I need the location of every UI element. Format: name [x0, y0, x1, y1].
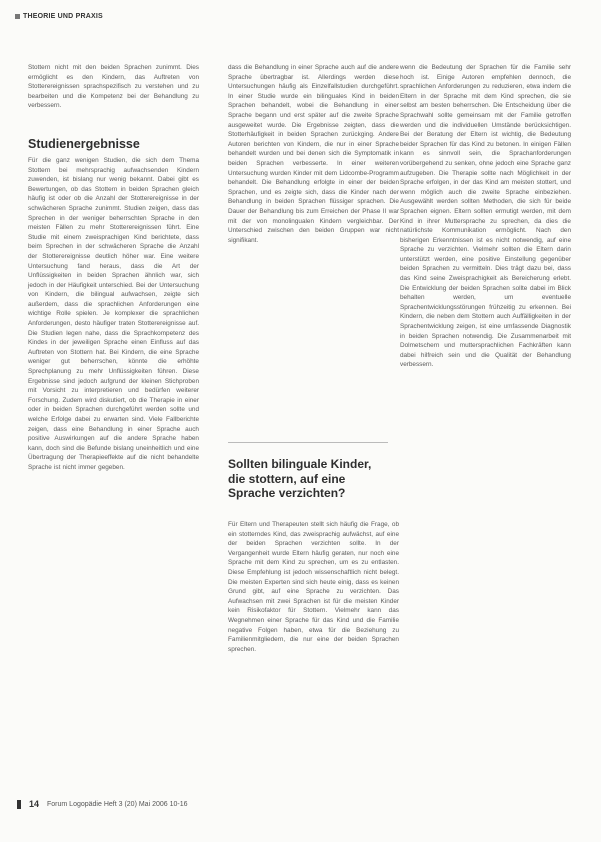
- page-footer: [17, 799, 188, 809]
- column-3: [400, 63, 571, 370]
- section-header: [15, 13, 103, 20]
- studies-paragraph: Für die ganz wenigen Studien, die sich dem Thema Stottern bei mehrsprachig aufwachsenden Kindern zuwenden, ist bislang nur wenig bekannt. Dabei gibt es Bewertungen, ob das Stottern in beiden Sprachen gleich häufig ist oder ob die Anzahl der Stotterereignisse in der schwächeren Sprache zunimmt. Studien zeigen, dass das Sprechen in der weniger beherrschten Sprache in den meisten Fällen zu mehr Stotterereignissen führt. Eine Studie mit einem zweisprachigen Kind berichtete, dass beim Sprechen in der schwächeren Sprache die Anzahl der Stotterereignisse deutlich höher war. Eine weitere Untersuchung fand heraus, dass die Art der Unflüssigkeiten in beiden Sprachen ähnlich war, sich jedoch in der Häufigkeit unterschied. Bei der Untersuchung von Kindern, die bilingual aufwachsen, zeigte sich außerdem, dass die sprachlichen Anforderungen eine wichtige Rolle spielen. Je komplexer die sprachlichen Anforderungen, desto häufiger traten Stotterereignisse auf. Die Studien legen nahe, dass die Sprachkompetenz des Kindes in der jeweiligen Sprache einen Einfluss auf das Auftreten von Stottern hat. Bei Kindern, die eine Sprache weniger gut beherrschen, könnte die erhöhte Sprechplanung zu mehr Unflüssigkeiten führen. Diese Ergebnisse sind jedoch aufgrund der kleinen Stichproben mit Vorsicht zu interpretieren und bedürfen weiterer Forschung. Zudem wird diskutiert, ob die Therapie in einer oder in beiden Sprachen durchgeführt werden sollte und welche Erfolge dabei zu erwarten sind. Viele Fallberichte zeigen, dass eine Behandlung in einer Sprache auch positive Auswirkungen auf die andere Sprache haben kann, doch sind die Befunde bislang uneinheitlich und eine Übertragung der Therapieeffekte auf die nicht behandelte Sprache ist nicht immer gegeben.: [28, 156, 199, 471]
- sidebar-heading: Sollten bilinguale Kinder, die stottern, auf eine Sprache verzichten?: [228, 457, 372, 500]
- col2-paragraph: dass die Behandlung in einer Sprache auch auf die andere Sprache übertragbar ist. Allerdings werden diese Untersuchungen häufig als Einzelfallstudien durchgeführt. In einer Studie wurde ein bilinguales Kind in beiden Sprachen behandelt, wobei die Behandlung in einer Sprache begann und erst später auf die zweite Sprache ausgeweitet wurde. Die Ergebnisse zeigten, dass die Stotterhäufigkeit in beiden Sprachen zurückging. Andere Autoren berichten von Kindern, die nur in einer Sprache behandelt wurden und bei denen sich die Symptomatik in beiden Sprachen verbesserte. In einer weiteren Untersuchung wurden Kinder mit dem Lidcombe-Programm behandelt. Die Behandlung erfolgte in einer der beiden Sprachen, und es zeigte sich, dass die Kinder nach der Behandlung in beiden Sprachen flüssiger sprachen. Die Dauer der Behandlung bis zum Erreichen der Phase II war mit der von monolingualen Kindern vergleichbar. Der Unterschied zwischen den beiden Gruppen war nicht signifikant.: [228, 64, 399, 244]
- col2-lower-paragraph: Für Eltern und Therapeuten stellt sich häufig die Frage, ob ein stotterndes Kind, das zweisprachig aufwächst, auf eine der beiden Sprachen verzichten sollte. In der Vergangenheit wurde Eltern häufig geraten, nur noch eine Sprache mit dem Kind zu sprechen, um es zu entlasten. Diese Empfehlung ist jedoch wissenschaftlich nicht belegt. Die meisten Experten sind sich heute einig, dass es keinen Grund gibt, auf eine Sprache zu verzichten. Das Aufwachsen mit zwei Sprachen ist für die meisten Kinder kein Risikofaktor für Stottern. Vielmehr kann das Wegnehmen einer Sprache für das Kind und die Familie negative Folgen haben, etwa für die Beziehung zu Familienmitgliedern, die nur eine der beiden Sprachen sprechen.: [228, 521, 399, 653]
- section-marker-icon: [15, 14, 20, 19]
- column-2: [228, 63, 399, 245]
- intro-paragraph: Stottern nicht mit den beiden Sprachen zunimmt. Dies ermöglicht es den Kindern, das Auftreten von Stotterereignissen sprachspezifisch zu verstehen und zu bearbeiten und die Kompetenz bei der Behandlung zu verbessern.: [28, 64, 199, 110]
- section-title: THEORIE UND PRAXIS: [23, 13, 103, 20]
- journal-info: Forum Logopädie Heft 3 (20) Mai 2006 10-16: [47, 800, 188, 808]
- col3-paragraph: wenn die Bedeutung der Sprachen für die Familie sehr hoch ist. Einige Autoren empfehlen dennoch, die sprachlichen Anforderungen zu reduzieren, etwa indem die Eltern in der Sprache mit dem Kind sprechen, die sie selbst am besten beherrschen. Die Entscheidung über die Sprachwahl sollte gemeinsam mit der Familie getroffen werden und die individuellen Umstände berücksichtigen. Bei der Beratung der Eltern ist wichtig, die Bedeutung beider Sprachen für das Kind zu betonen. In einigen Fällen kann es sinnvoll sein, die Sprachanforderungen vorübergehend zu senken, ohne jedoch eine Sprache ganz aufzugeben. Die Therapie sollte nach Möglichkeit in der Sprache erfolgen, in der das Kind am meisten stottert, und wenn möglich auch die zweite Sprache einbeziehen. Ausgewählt werden sollten Methoden, die sich für beide Sprachen eignen. Eltern sollten ermutigt werden, mit dem Kind in ihrer Muttersprache zu sprechen, da dies die natürlichste Kommunikation ermöglicht. Nach den bisherigen Erkenntnissen ist es nicht notwendig, auf eine Sprache zu verzichten. Vielmehr sollten die Eltern darin unterstützt werden, eine positive Einstellung gegenüber beiden Sprachen zu vermitteln. Dies trägt dazu bei, dass das Kind seine Zweisprachigkeit als Bereicherung erlebt. Die Entwicklung der beiden Sprachen sollte dabei im Blick behalten werden, um eventuelle Sprachentwicklungsstörungen frühzeitig zu erkennen. Bei Kindern, die neben dem Stottern auch Auffälligkeiten in der Sprachentwicklung zeigen, ist eine umfassende Diagnostik in beiden Sprachen notwendig. Die Zusammenarbeit mit Dolmetschern und muttersprachlichen Fachkräften kann dabei hilfreich sein und die Qualität der Behandlung verbessern.: [400, 64, 571, 369]
- page-marker-icon: [17, 800, 21, 809]
- column-1: [28, 63, 199, 473]
- column-2-lower: [228, 520, 399, 654]
- section-heading-studienergebnisse: Studienergebnisse: [28, 136, 140, 151]
- page-number: 14: [29, 799, 40, 809]
- sidebar-heading-box: [228, 442, 388, 501]
